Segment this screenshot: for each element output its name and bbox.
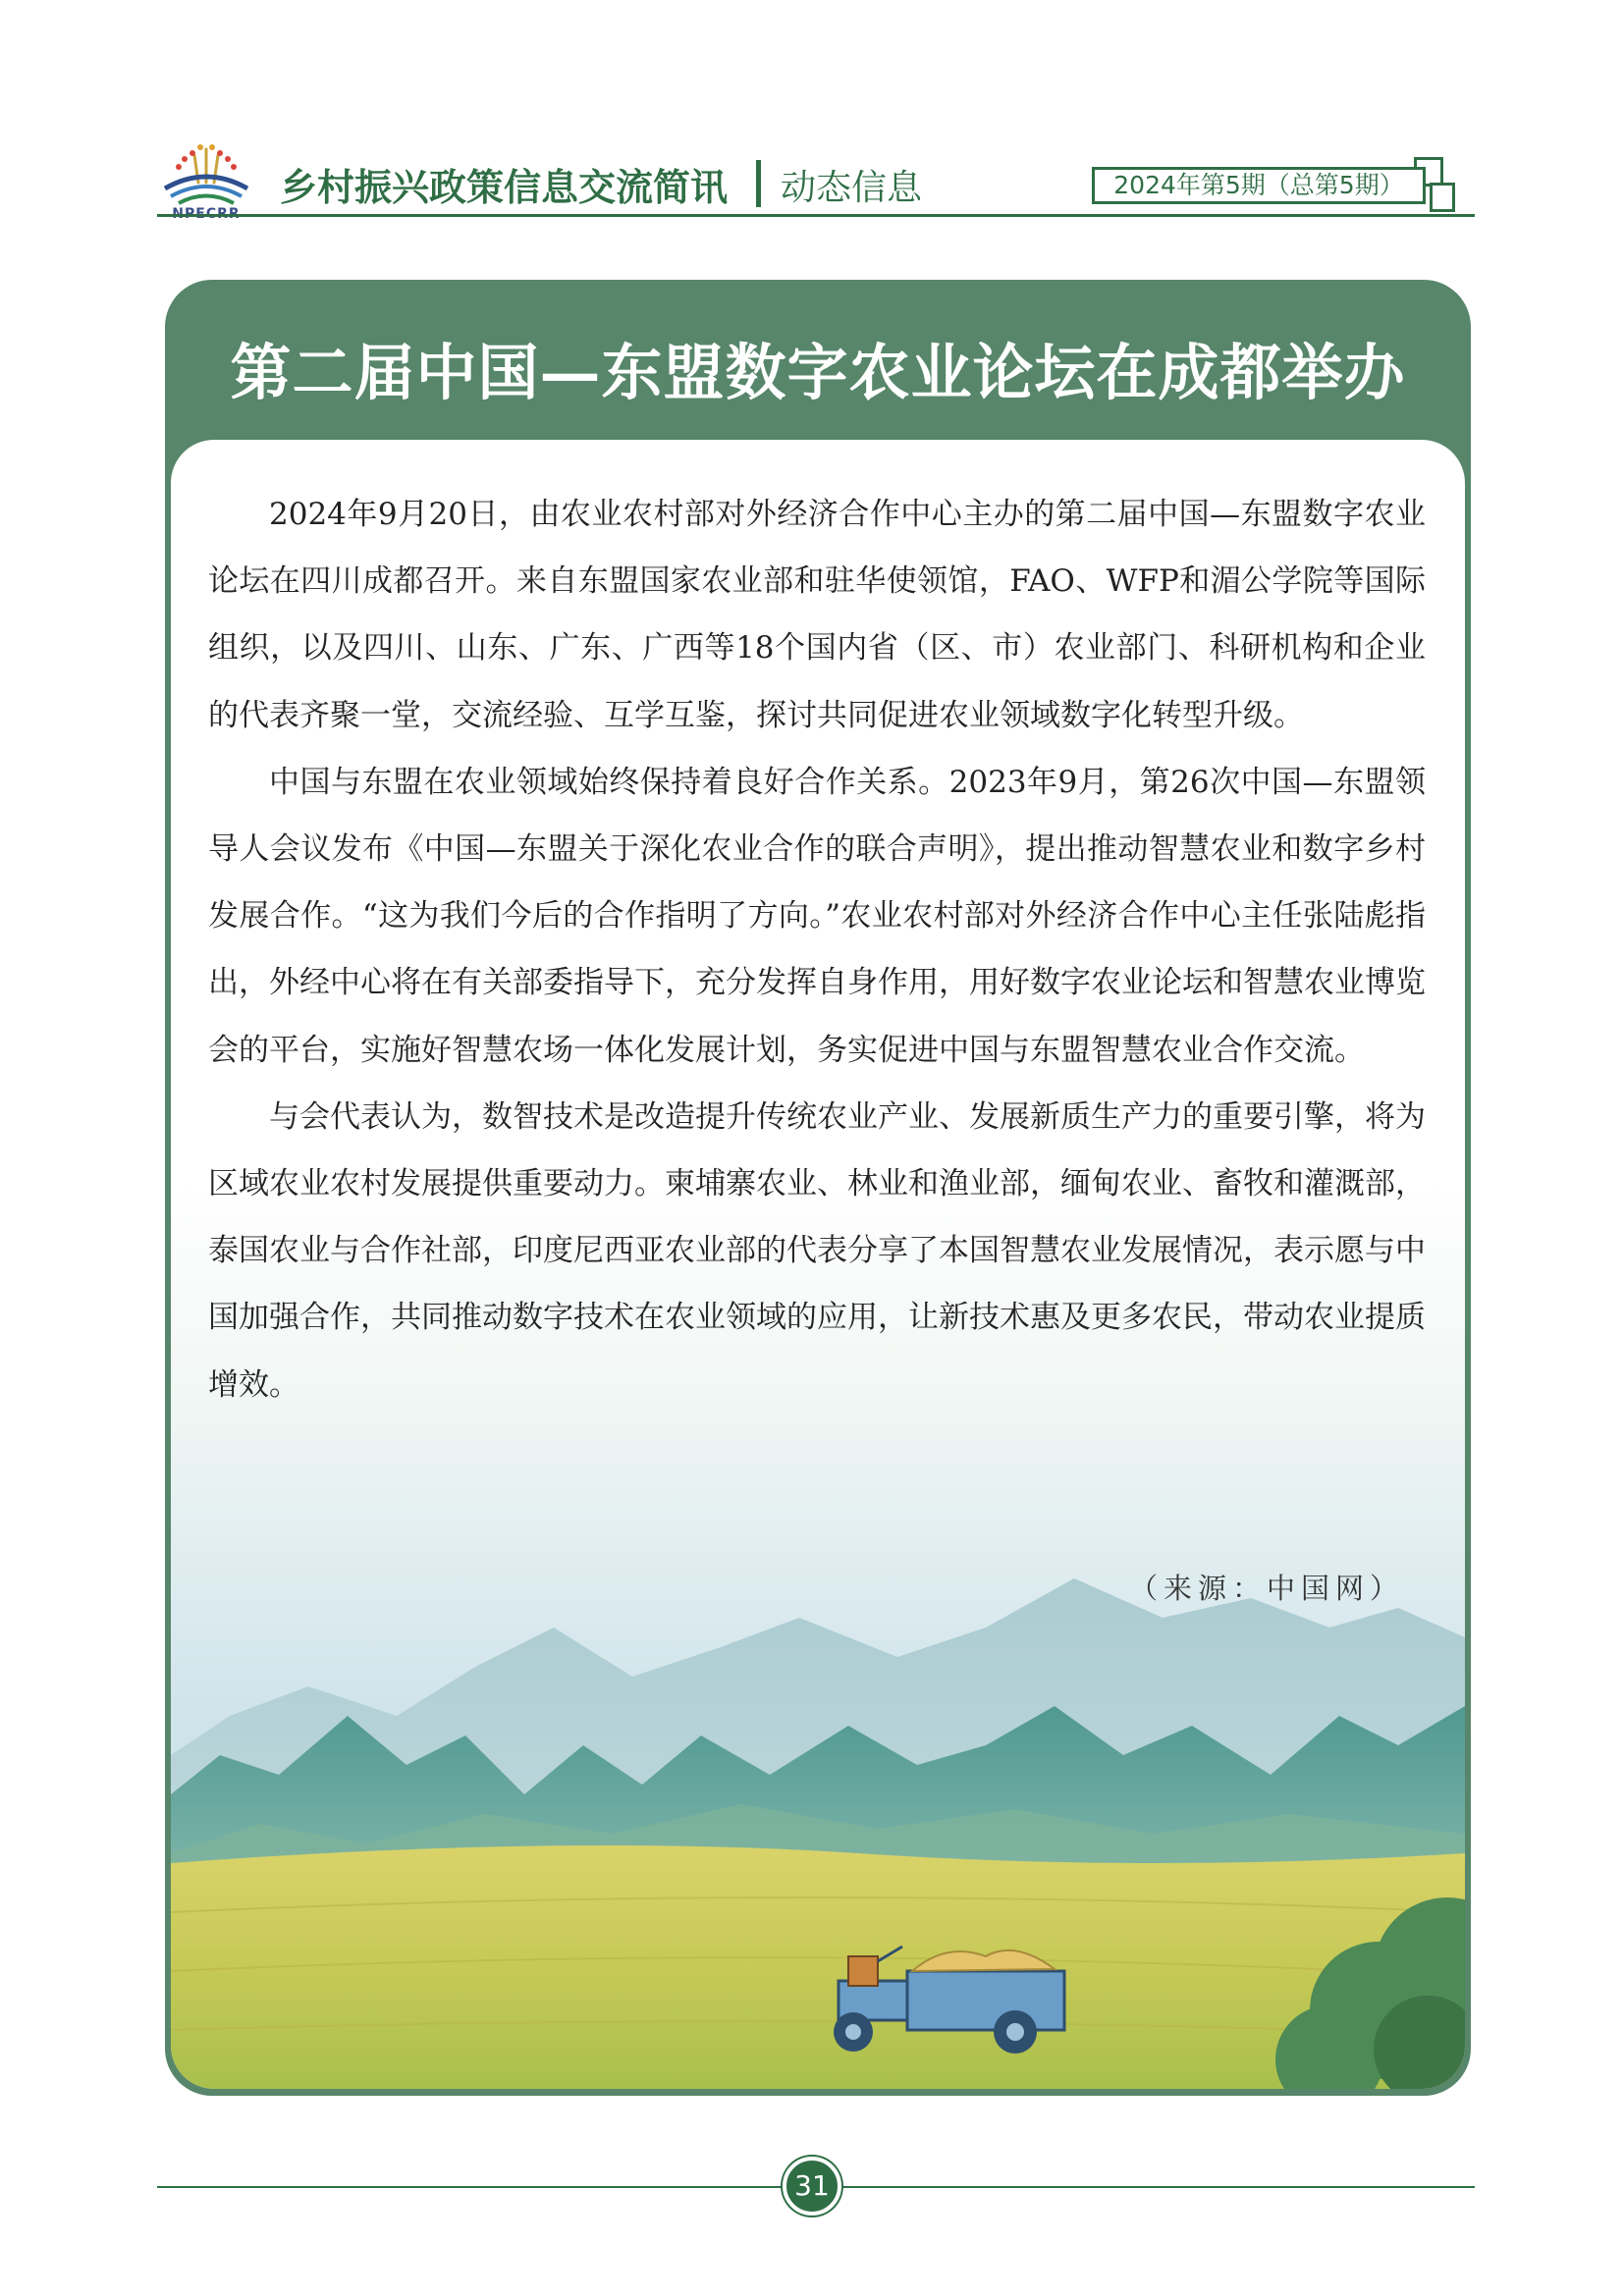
article-body xyxy=(208,481,1426,1418)
issue-badge: 2024年第5期（总第5期） xyxy=(1092,167,1426,204)
header-rule xyxy=(157,214,1475,217)
article-paragraph: 中国与东盟在农业领域始终保持着良好合作关系。2023年9月，第26次中国—东盟领导人会议发布《中国—东盟关于深化农业合作的联合声明》，提出推动智慧农业和数字乡村发展合作。“这为我们今后的合作指明了方向。”农业农村部对外经济合作中心主任张陆彪指出，外经中心将在有关部委指导下，充分发挥自身作用，用好数字农业论坛和智慧农业博览会的平台，实施好智慧农场一体化发展计划，务实促进中国与东盟智慧农业合作交流。 xyxy=(208,764,1426,1068)
page-number: 31 xyxy=(783,2157,841,2216)
article-title: 第二届中国—东盟数字农业论坛在成都举办 xyxy=(230,337,1406,408)
section-label: 动态信息 xyxy=(781,168,923,208)
issue-box-decoration xyxy=(1430,183,1455,212)
header-divider xyxy=(756,160,761,207)
article-source: （来源：中国网） xyxy=(1129,1572,1405,1605)
article-paragraph: 与会代表认为，数智技术是改造提升传统农业产业、发展新质生产力的重要引擎，将为区域农业农村发展提供重要动力。柬埔寨农业、林业和渔业部，缅甸农业、畜牧和灌溉部，泰国农业与合作社部，印度尼西亚农业部的代表分享了本国智慧农业发展情况，表示愿与中国加强合作，共同推动数字技术在农业领域的应用，让新技术惠及更多农民，带动农业提质增效。 xyxy=(208,1098,1426,1403)
article-paragraph: 2024年9月20日，由农业农村部对外经济合作中心主办的第二届中国—东盟数字农业论坛在四川成都召开。来自东盟国家农业部和驻华使领馆，FAO、WFP和湄公学院等国际组织，以及四川、山东、广东、广西等18个国内省（区、市）农业部门、科研机构和企业的代表齐聚一堂，交流经验、互学互鉴，探讨共同促进农业领域数字化转型升级。 xyxy=(208,497,1426,733)
publication-title: 乡村振兴政策信息交流简讯 xyxy=(280,166,729,209)
